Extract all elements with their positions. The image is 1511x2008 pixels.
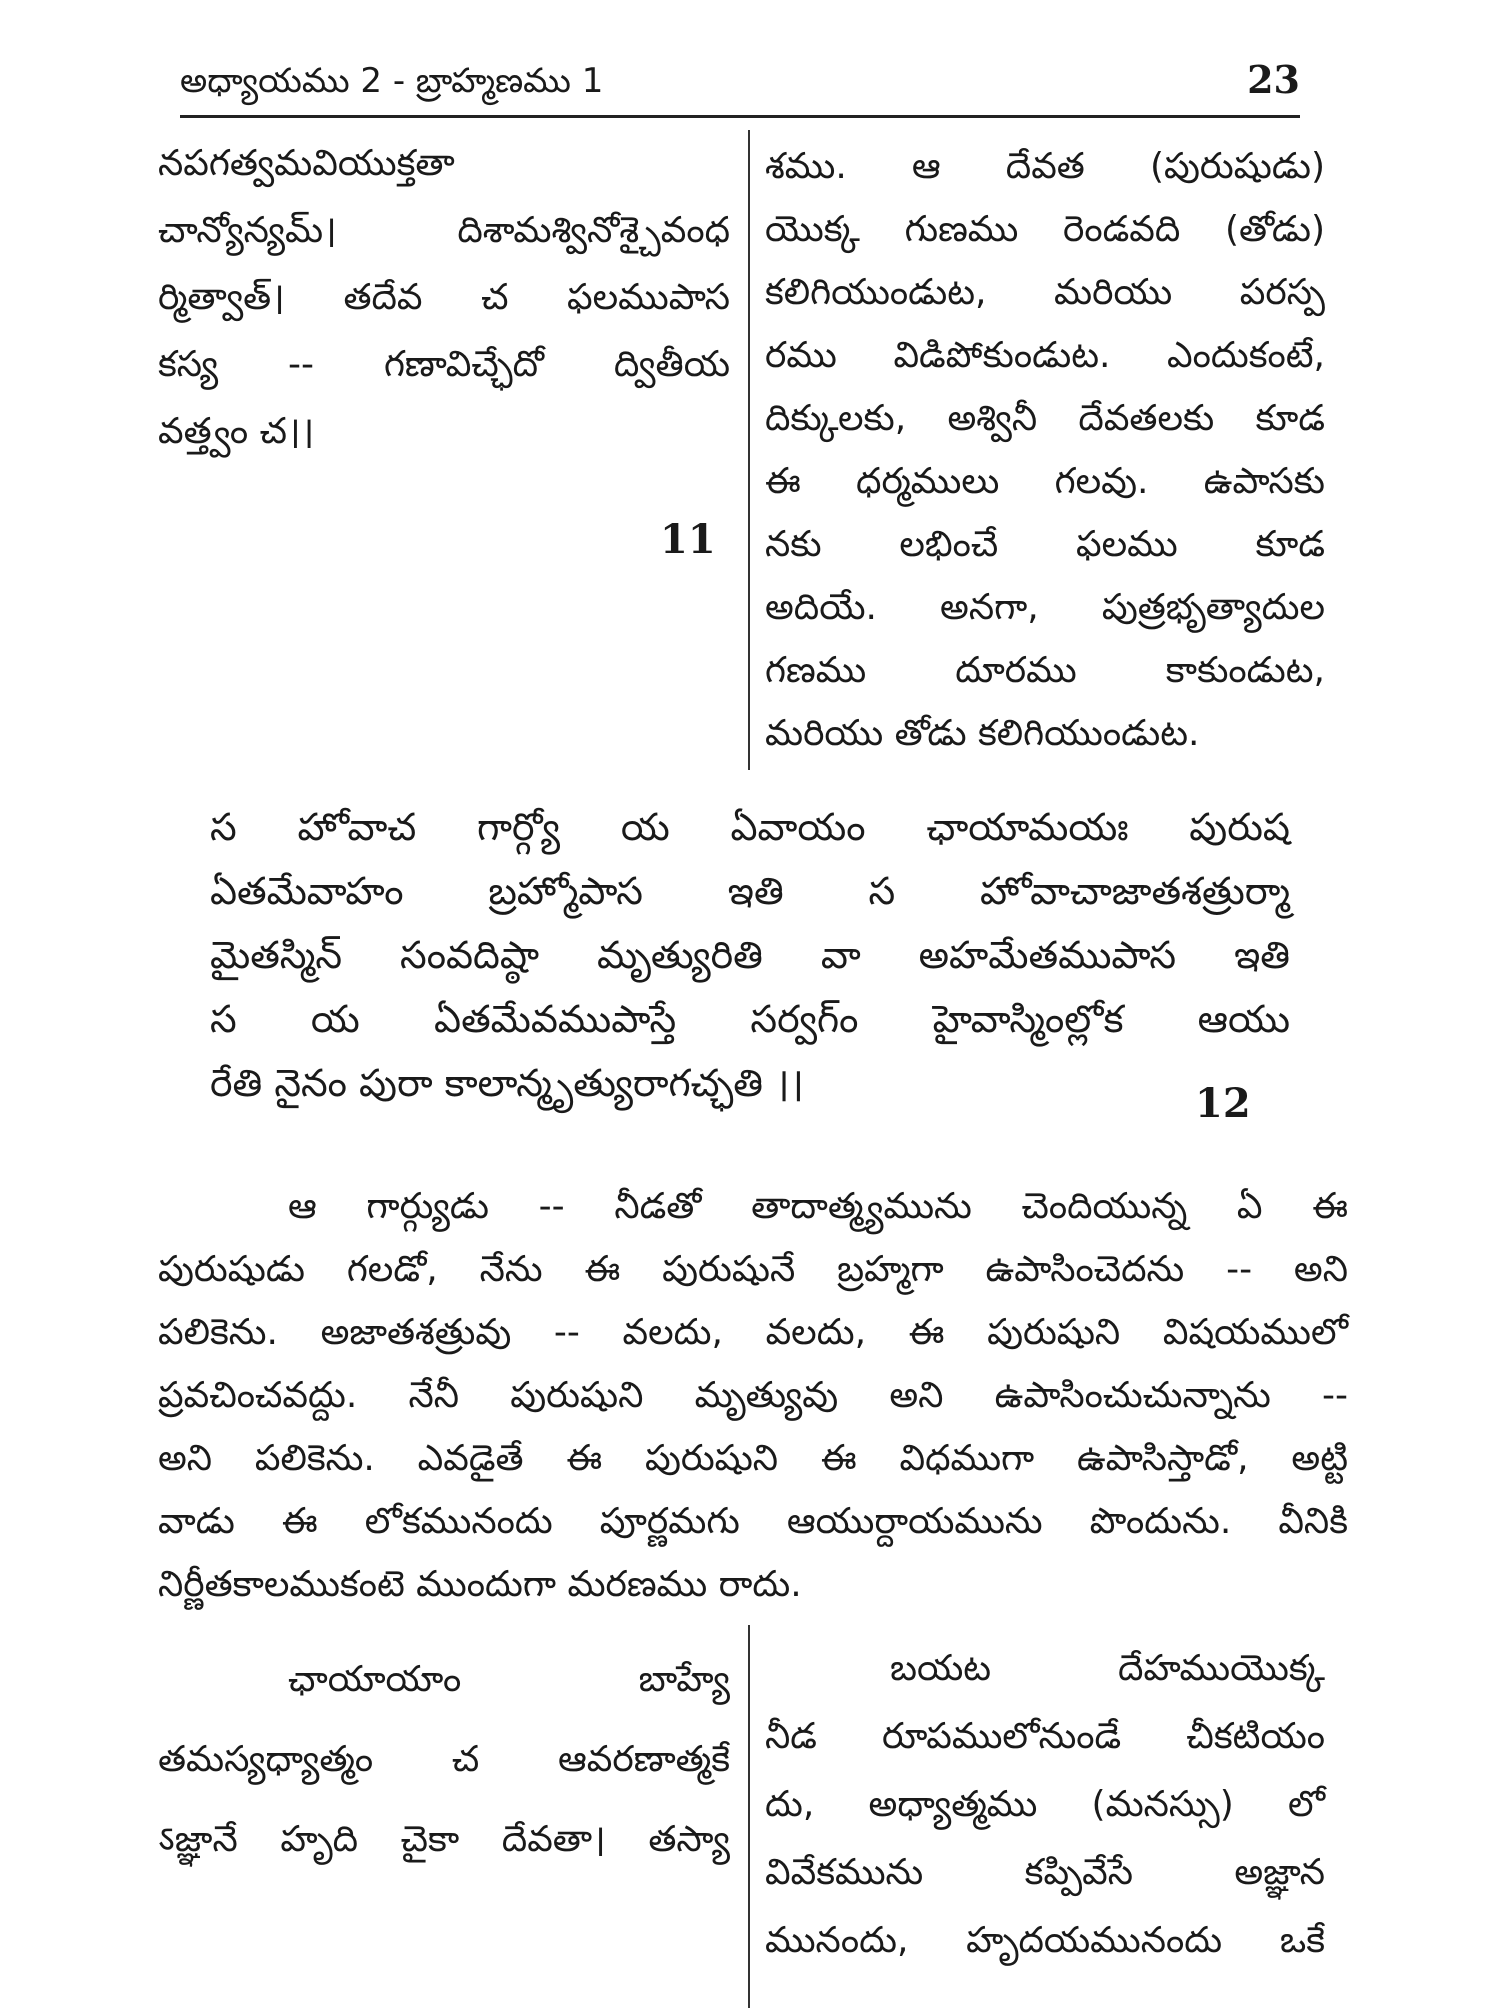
verse-12 bbox=[210, 795, 1290, 1115]
commentary bbox=[158, 1175, 1348, 1616]
text-line: మరియు తోడు కలిగియుండుట. bbox=[765, 713, 1200, 754]
text-line: గణము దూరము కాకుండుట, bbox=[765, 650, 1325, 691]
text-line: కస్య -- గణావిచ్ఛేదో ద్వితీయ bbox=[158, 344, 730, 385]
text-line: దిక్కులకు, అశ్వినీ దేవతలకు కూడ bbox=[765, 398, 1325, 439]
text-line: ऽజ్ఞానే హృది చైకా దేవతా। తస్యా bbox=[158, 1819, 730, 1860]
text-line: యొక్క గుణము రెండవది (తోడు) bbox=[765, 209, 1325, 250]
text-line: ప్రవచించవద్దు. నేనీ పురుషుని మృత్యువు అని ఉపాసించుచున్నాను -- bbox=[158, 1375, 1348, 1416]
running-title: అధ్యాయము 2 - బ్రాహ్మణము 1 bbox=[180, 61, 604, 101]
text-line: బయట దేహముయొక్క bbox=[890, 1648, 1325, 1689]
verse-number-12: 12 bbox=[1195, 1080, 1251, 1127]
text-line: పలికెను. అజాతశత్రువు -- వలదు, వలదు, ఈ పురుషుని విషయములో bbox=[158, 1312, 1348, 1353]
top-left-column bbox=[158, 130, 730, 465]
text-line: నకు లభించే ఫలము కూడ bbox=[765, 524, 1325, 565]
verse-line: స య ఏతమేవముపాస్తే సర్వగ్ం హైవాస్మింల్లోక ఆయు bbox=[210, 997, 1290, 1041]
verse-line: స హోవాచ గార్గ్యో య ఏవాయం ఛాయామయః పురుష bbox=[210, 805, 1290, 849]
column-divider-bottom bbox=[748, 1625, 750, 2008]
text-line: నపగత్వమవియుక్తతా bbox=[158, 143, 455, 184]
text-line: పురుషుడు గలడో, నేను ఈ పురుషునే బ్రహ్మగా ఉపాసించెదను -- అని bbox=[158, 1249, 1348, 1290]
text-line: రము విడిపోకుండుట. ఎందుకంటే, bbox=[765, 335, 1325, 376]
text-line: మునందు, హృదయమునందు ఒకే bbox=[765, 1920, 1325, 1961]
verse-number-11: 11 bbox=[660, 516, 716, 563]
text-line: దు, అధ్యాత్మము (మనస్సు) లో bbox=[765, 1784, 1325, 1825]
text-line: నిర్ణీతకాలముకంటె ముందుగా మరణము రాదు. bbox=[158, 1564, 802, 1605]
text-line: వాడు ఈ లోకమునందు పూర్ణమగు ఆయుర్దాయమును పొందును. వీనికి bbox=[158, 1501, 1348, 1542]
text-line: తమస్యధ్యాత్మం చ ఆవరణాత్మకే bbox=[158, 1739, 730, 1780]
page-header bbox=[180, 55, 1300, 118]
column-divider bbox=[748, 130, 750, 770]
text-line: ర్మిత్వాత్। తదేవ చ ఫలముపాస bbox=[158, 277, 730, 318]
bottom-left-column bbox=[158, 1640, 730, 1880]
text-line: చాన్యోన్యమ్। దిశామశ్వినోశ్చైవంధ bbox=[158, 210, 730, 251]
bottom-right-column bbox=[765, 1635, 1325, 1975]
verse-line: రేతి నైనం పురా కాలాన్మృత్యురాగచ్ఛతి ।। bbox=[210, 1061, 804, 1105]
text-line: కలిగియుండుట, మరియు పరస్ప bbox=[765, 272, 1325, 313]
verse-line: ఏతమేవాహం బ్రహ్మోపాస ఇతి స హోవాచాజాతశత్రుర్మా bbox=[210, 869, 1290, 913]
text-line: అని పలికెను. ఎవడైతే ఈ పురుషుని ఈ విధముగా ఉపాసిస్తాడో, అట్టి bbox=[158, 1438, 1348, 1479]
text-line: నీడ రూపములోనుండే చీకటియం bbox=[765, 1716, 1325, 1757]
text-line: వివేకమును కప్పివేసే అజ్ఞాన bbox=[765, 1852, 1325, 1893]
verse-line: మైతస్మిన్ సంవదిష్ఠా మృత్యురితి వా అహమేతముపాస ఇతి bbox=[210, 933, 1290, 977]
text-line: వత్త్వం చ।। bbox=[158, 411, 315, 452]
text-line: ఈ ధర్మములు గలవు. ఉపాసకు bbox=[765, 461, 1325, 502]
text-line: ఆ గార్గ్యుడు -- నీడతో తాదాత్మ్యమును చెందియున్న ఏ ఈ bbox=[288, 1186, 1348, 1227]
top-right-column bbox=[765, 135, 1325, 765]
text-line: ఛాయాయాం బాహ్యే bbox=[288, 1659, 730, 1700]
text-line: అదియే. అనగా, పుత్రభృత్యాదుల bbox=[765, 587, 1325, 628]
page-number: 23 bbox=[1247, 57, 1300, 102]
text-line: శము. ఆ దేవత (పురుషుడు) bbox=[765, 146, 1325, 187]
